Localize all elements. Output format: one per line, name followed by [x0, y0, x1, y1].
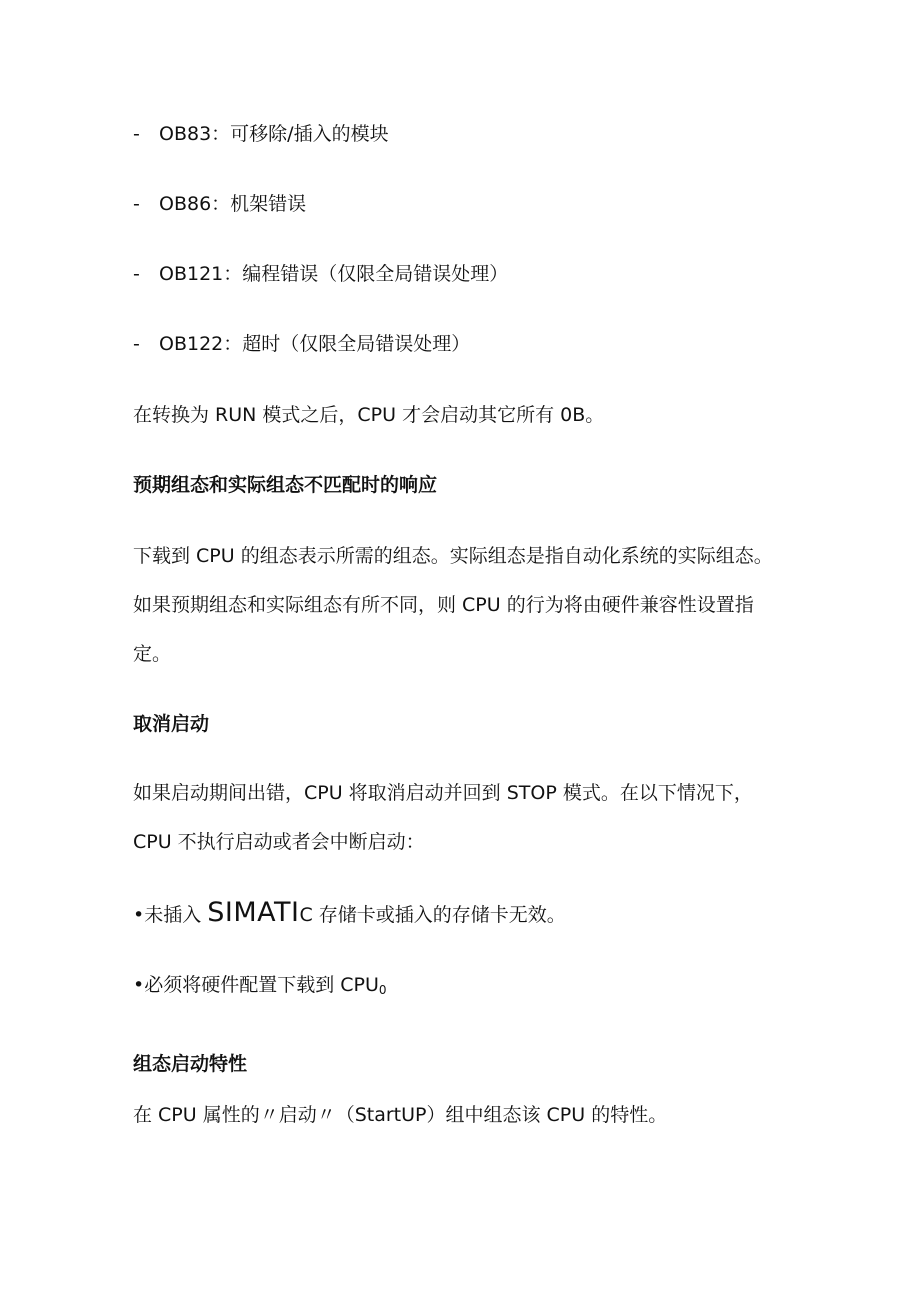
- heading-cancel-startup: 取消启动: [133, 713, 210, 735]
- paragraph-startup: 在 CPU 属性的〃启动〃（StartUP）组中组态该 CPU 的特性。: [133, 1104, 668, 1126]
- paragraph-mismatch-line-3: 定。: [133, 643, 172, 665]
- bullet-subscript: 0: [378, 983, 387, 997]
- list-item-ob83: [133, 122, 389, 146]
- bullet-text-prefix: •未插入: [133, 904, 208, 926]
- list-item-text: OB86：机架错误: [159, 193, 307, 215]
- bullet-text: •必须将硬件配置下载到 CPU: [133, 974, 379, 996]
- list-dash: -: [133, 333, 140, 355]
- list-item-ob121: [133, 262, 508, 286]
- bullet-text-suffix: C 存储卡或插入的存储卡无效。: [299, 904, 566, 926]
- paragraph-run-mode: 在转换为 RUN 模式之后，CPU 才会启动其它所有 0B。: [133, 404, 605, 426]
- heading-config-mismatch: 预期组态和实际组态不匹配时的响应: [133, 474, 438, 496]
- bullet-text-brand: SIMATI: [207, 897, 300, 928]
- heading-startup-behavior: 组态启动特性: [133, 1053, 248, 1075]
- bullet-download-config: [133, 973, 387, 1002]
- list-dash: -: [133, 193, 140, 215]
- paragraph-mismatch-line-2: 如果预期组态和实际组态有所不同，则 CPU 的行为将由硬件兼容性设置指: [133, 594, 754, 616]
- list-item-text: OB122：超时（仅限全局错误处理）: [159, 333, 471, 355]
- paragraph-mismatch-line-1: 下载到 CPU 的组态表示所需的组态。实际组态是指自动化系统的实际组态。: [133, 545, 773, 567]
- list-item-text: OB121：编程错误（仅限全局错误处理）: [159, 263, 509, 285]
- list-dash: -: [133, 263, 140, 285]
- list-dash: -: [133, 123, 140, 145]
- paragraph-cancel-line-2: CPU 不执行启动或者会中断启动：: [133, 831, 425, 853]
- list-item-ob122: [133, 332, 470, 356]
- bullet-memory-card: [133, 897, 566, 928]
- paragraph-cancel-line-1: 如果启动期间出错，CPU 将取消启动并回到 STOP 模式。在以下情况下，: [133, 782, 753, 804]
- list-item-text: OB83：可移除/插入的模块: [159, 123, 389, 145]
- list-item-ob86: [133, 192, 306, 216]
